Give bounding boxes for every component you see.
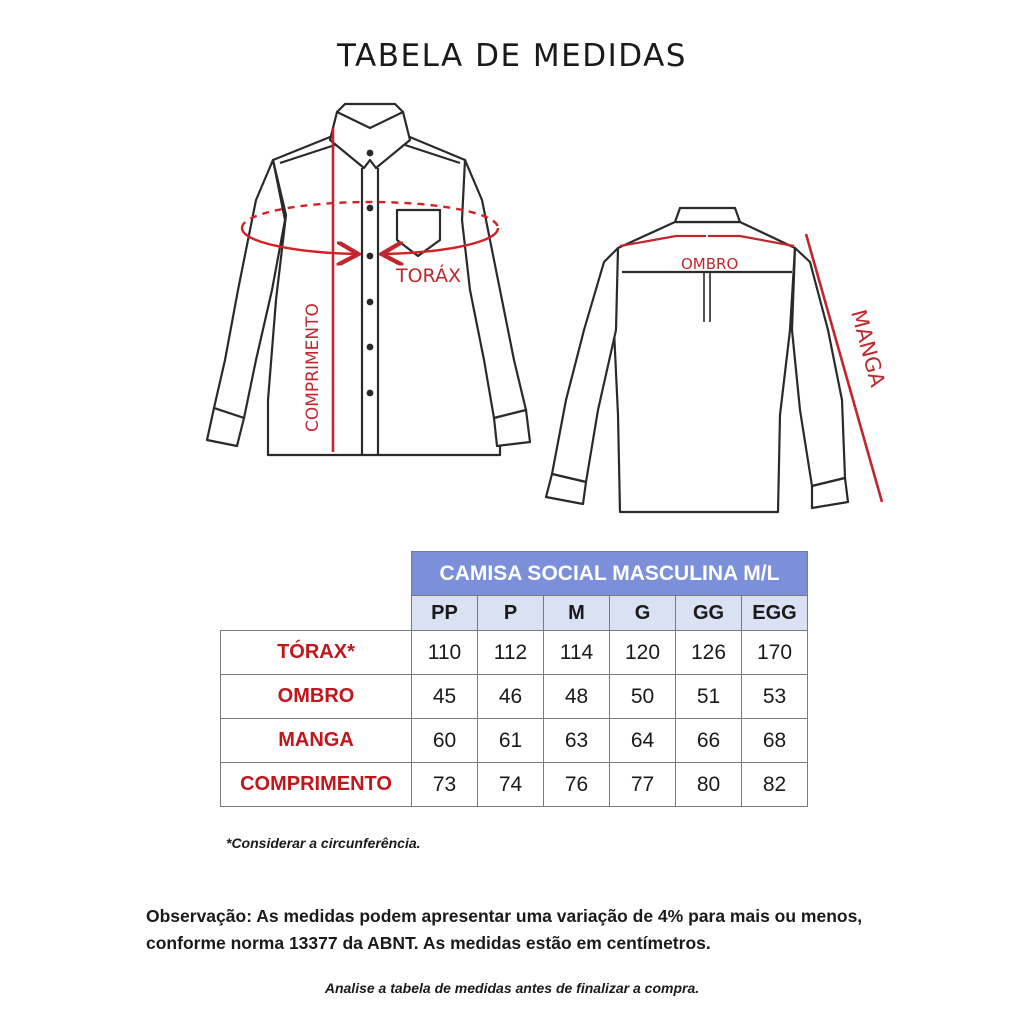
value-cell: 51: [676, 675, 742, 719]
table-corner: [221, 552, 412, 596]
size-cell: G: [610, 596, 676, 631]
torax-label: TORÁX: [396, 265, 462, 287]
size-cell: PP: [412, 596, 478, 631]
table-row: [221, 763, 808, 807]
value-cell: 45: [412, 675, 478, 719]
value-cell: 80: [676, 763, 742, 807]
size-cell: P: [478, 596, 544, 631]
value-cell: 68: [742, 719, 808, 763]
value-cell: 112: [478, 631, 544, 675]
size-cell: GG: [676, 596, 742, 631]
value-cell: 60: [412, 719, 478, 763]
value-cell: 120: [610, 631, 676, 675]
value-cell: 126: [676, 631, 742, 675]
value-cell: 110: [412, 631, 478, 675]
value-cell: 74: [478, 763, 544, 807]
value-cell: 53: [742, 675, 808, 719]
row-label: MANGA: [221, 719, 412, 763]
table-row: [221, 719, 808, 763]
table-corner: [221, 596, 412, 631]
observation-text: Observação: As medidas podem apresentar uma variação de 4% para mais ou menos, conforme norma 13377 da ABNT. As medidas estão em centímetros.: [146, 906, 863, 953]
size-cell: EGG: [742, 596, 808, 631]
row-label: OMBRO: [221, 675, 412, 719]
value-cell: 48: [544, 675, 610, 719]
table-header-row: [221, 552, 808, 596]
value-cell: 46: [478, 675, 544, 719]
manga-label: MANGA: [846, 307, 890, 390]
page-title: TABELA DE MEDIDAS: [336, 38, 687, 74]
value-cell: 64: [610, 719, 676, 763]
table-title: CAMISA SOCIAL MASCULINA M/L: [412, 552, 808, 596]
value-cell: 170: [742, 631, 808, 675]
row-label: COMPRIMENTO: [221, 763, 412, 807]
size-row: [221, 596, 808, 631]
value-cell: 61: [478, 719, 544, 763]
table-row: [221, 675, 808, 719]
comprimento-label: COMPRIMENTO: [303, 303, 323, 432]
value-cell: 63: [544, 719, 610, 763]
front-shirt-icon: [207, 104, 530, 455]
ombro-label: OMBRO: [681, 255, 739, 273]
value-cell: 76: [544, 763, 610, 807]
value-cell: 50: [610, 675, 676, 719]
value-cell: 82: [742, 763, 808, 807]
row-label: TÓRAX*: [221, 631, 412, 675]
value-cell: 73: [412, 763, 478, 807]
size-cell: M: [544, 596, 610, 631]
footer-note: Analise a tabela de medidas antes de finalizar a compra.: [324, 980, 700, 996]
circumference-note: *Considerar a circunferência.: [226, 835, 421, 851]
value-cell: 114: [544, 631, 610, 675]
back-shirt-icon: [546, 208, 848, 512]
value-cell: 77: [610, 763, 676, 807]
size-table: [220, 551, 808, 807]
table-row: [221, 631, 808, 675]
value-cell: 66: [676, 719, 742, 763]
